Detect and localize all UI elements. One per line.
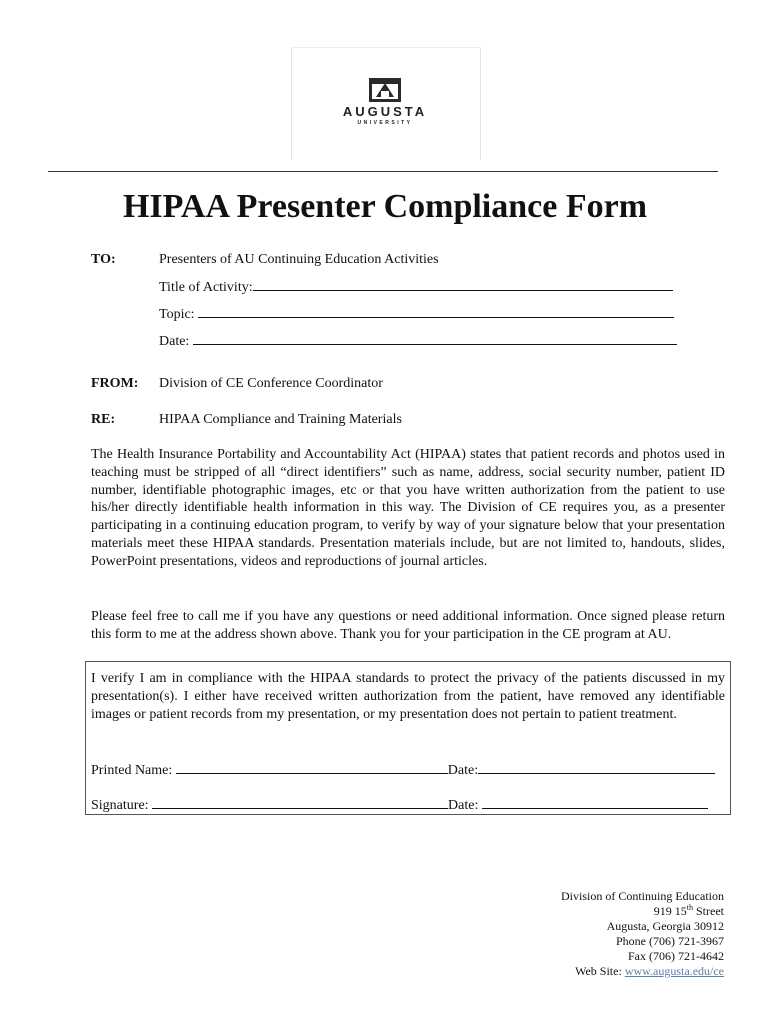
footer-fax: Fax (706) 721-4642 (628, 949, 724, 963)
date-label: Date: (159, 334, 190, 349)
title-of-activity-row (159, 279, 673, 296)
footer-city: Augusta, Georgia 30912 (606, 919, 724, 933)
re-label: RE: (91, 412, 116, 427)
signature-date-field[interactable] (482, 797, 708, 809)
printed-name-date-label: Date: (447, 763, 479, 778)
contact-paragraph: Please feel free to call me if you have any questions or need additional information. Once signed please return this form to me at the address shown above. Thank you for your participation in the CE program at AU. (91, 609, 725, 642)
printed-name-date-field[interactable] (478, 762, 715, 774)
footer-street-suffix: th (686, 903, 693, 912)
logo-subtitle: UNIVERSITY (357, 120, 413, 126)
verification-statement: I verify I am in compliance with the HIPAA standards to protect the privacy of the patients discussed in my presentation(s). I either have received written authorization from the patient, have removed any identifiable images or patient records from my presentation, or my presentation does not pertain to patient treatment. (91, 671, 725, 722)
topic-field[interactable] (198, 306, 674, 318)
signature-label: Signature: (91, 798, 149, 813)
footer-street-number: 919 15 (653, 904, 687, 918)
printed-name-row (91, 762, 715, 779)
signature-date-label: Date: (448, 798, 479, 813)
signature-field[interactable] (152, 797, 448, 809)
signature-row (91, 797, 708, 814)
date-field[interactable] (193, 333, 677, 345)
to-value: Presenters of AU Continuing Education Activities (159, 252, 439, 267)
university-seal-icon (367, 77, 403, 103)
footer-division: Division of Continuing Education (561, 889, 724, 903)
re-value: HIPAA Compliance and Training Materials (159, 412, 402, 427)
footer-phone: Phone (706) 721-3967 (616, 934, 724, 948)
footer-website (404, 964, 724, 979)
page-title: HIPAA Presenter Compliance Form (122, 188, 648, 225)
footer-street-name: Street (693, 904, 724, 918)
from-label: FROM: (91, 376, 139, 391)
printed-name-field[interactable] (176, 762, 448, 774)
footer-street (404, 904, 724, 919)
header-divider (48, 171, 718, 172)
to-label: TO: (91, 252, 116, 267)
title-of-activity-label: Title of Activity: (159, 280, 253, 295)
hipaa-paragraph: The Health Insurance Portability and Accountability Act (HIPAA) states that patient records and photos used in teaching must be stripped of all “direct identifiers” such as name, address, social security number, patient ID number, identifiable photographic images, etc or that you have written authorization from the patient to use his/her directly identifiable health information in this way. The Division of CE requires you, as a presenter participating in a continuing education program, to verify by way of your signature below that your presentation materials meet these HIPAA standards. Presentation materials include, but are not limited to, handouts, slides, PowerPoint presentations, videos and reproductions of journal articles. (91, 447, 725, 569)
logo-wordmark: AUGUSTA (342, 104, 428, 119)
date-row (159, 333, 677, 350)
footer-address (404, 889, 724, 979)
from-value: Division of CE Conference Coordinator (159, 376, 383, 391)
printed-name-label: Printed Name: (91, 763, 173, 778)
title-of-activity-field[interactable] (253, 279, 673, 291)
topic-label: Topic: (159, 307, 195, 322)
topic-row (159, 306, 674, 323)
website-link[interactable]: www.augusta.edu/ce (624, 964, 724, 978)
footer-website-label: Web Site: (575, 964, 625, 978)
